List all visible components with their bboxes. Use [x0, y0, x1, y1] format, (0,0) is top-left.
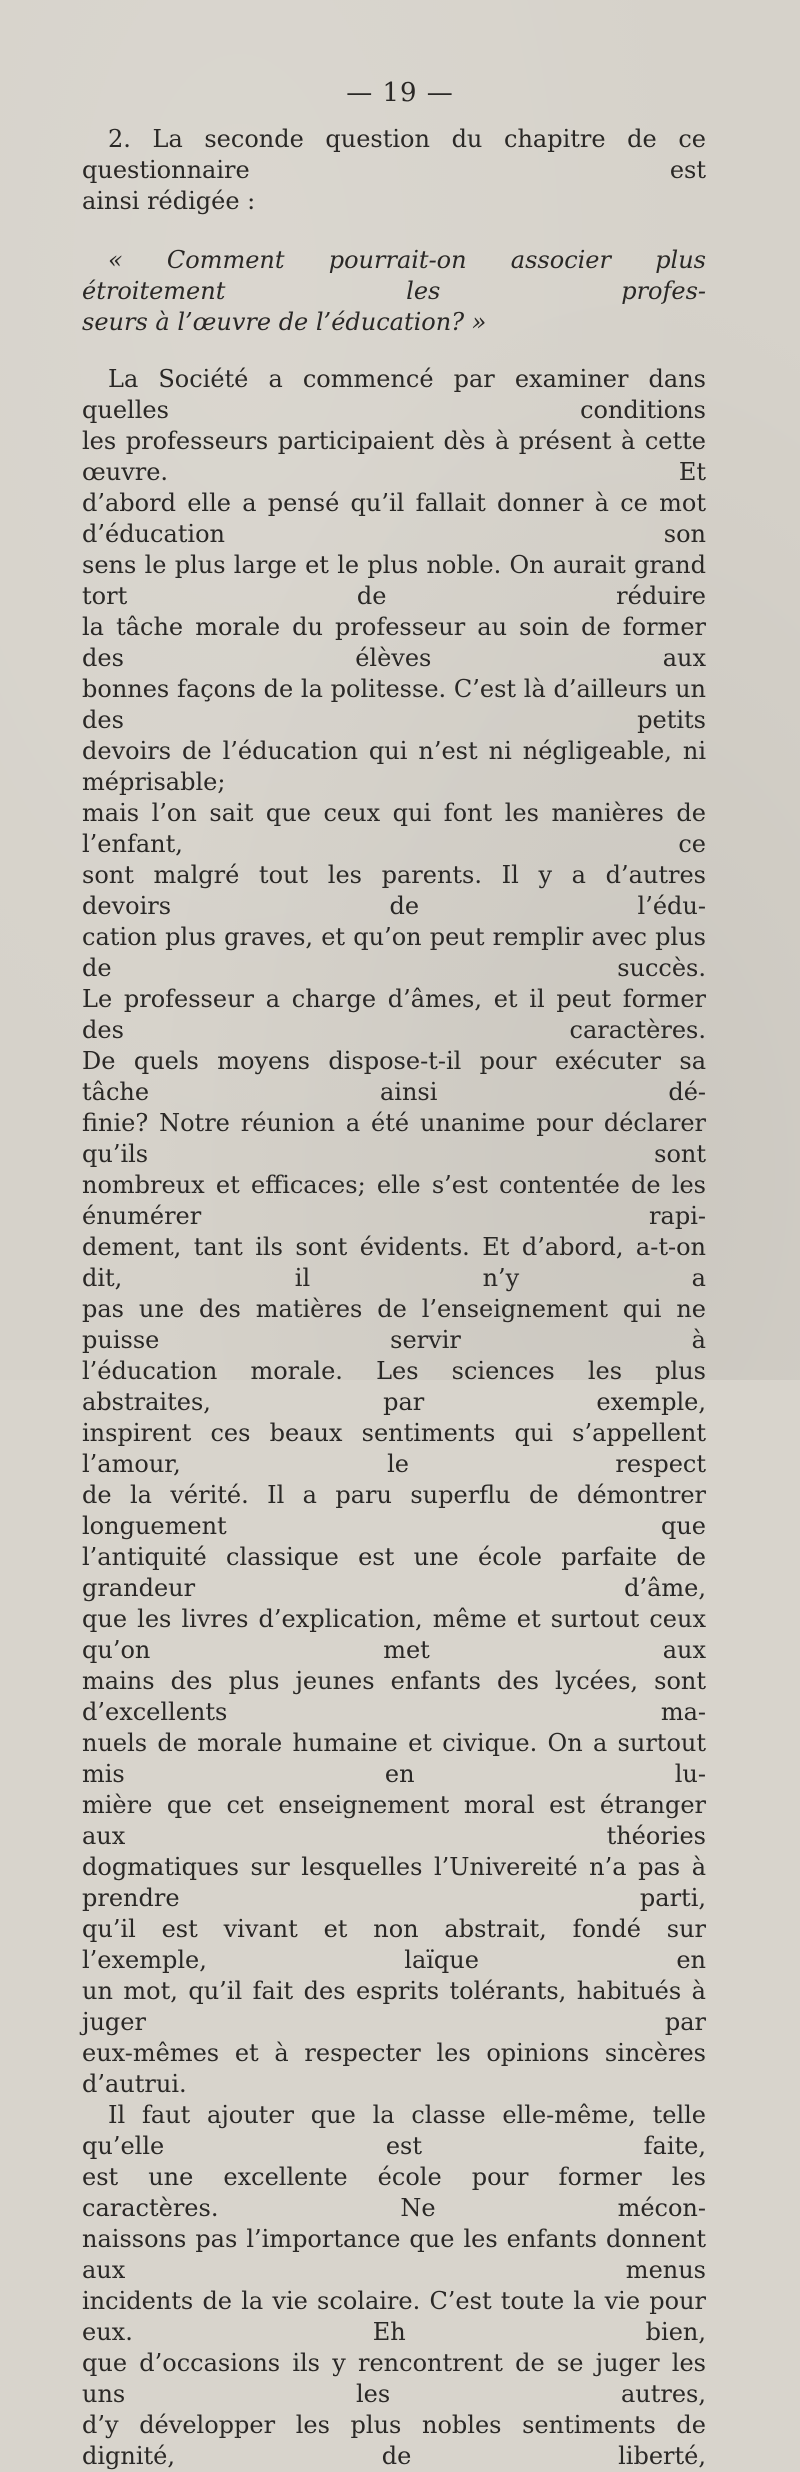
paragraph-intro [82, 124, 706, 217]
text-line: est une excellente école pour former les caractères. Ne mécon- [82, 2163, 706, 2222]
text-line: les professeurs participaient dès à présent à cette œuvre. Et [82, 427, 706, 486]
text-line: La Société a commencé par examiner dans quelles conditions [82, 365, 706, 424]
text-line: pas une des matières de l’enseignement qui ne puisse servir à [82, 1295, 706, 1354]
text-line: inspirent ces beaux sentiments qui s’appellent l’amour, le respect [82, 1419, 706, 1478]
text-line: nuels de morale humaine et civique. On a surtout mis en lu- [82, 1729, 706, 1788]
paragraph-quote [82, 245, 706, 338]
text-line: devoirs de l’éducation qui n’est ni négligeable, ni méprisable; [82, 737, 706, 796]
text-line: sens le plus large et le plus noble. On aurait grand tort de réduire [82, 551, 706, 610]
text-line: mains des plus jeunes enfants des lycées, sont d’excellents ma- [82, 1667, 706, 1726]
page-text [82, 124, 706, 2472]
paragraph-body-1 [82, 364, 706, 2100]
text-line: Le professeur a charge d’âmes, et il peut former des caractères. [82, 985, 706, 1044]
text-line: que les livres d’explication, même et surtout ceux qu’on met aux [82, 1605, 706, 1664]
page-number: — 19 — [346, 78, 454, 108]
text-line: nombreux et efficaces; elle s’est contentée de les énumérer rapi- [82, 1171, 706, 1230]
text-line: « Comment pourrait-on associer plus étroitement les profes- [82, 246, 706, 305]
text-line: mière que cet enseignement moral est étranger aux théories [82, 1791, 706, 1850]
text-line: que d’occasions ils y rencontrent de se juger les uns les autres, [82, 2349, 706, 2408]
text-line: la tâche morale du professeur au soin de former des élèves aux [82, 613, 706, 672]
text-line: un mot, qu’il fait des esprits tolérants, habitués à juger par [82, 1977, 706, 2036]
text-line: finie? Notre réunion a été unanime pour déclarer qu’ils sont [82, 1109, 706, 1168]
text-line: bonnes façons de la politesse. C’est là d’ailleurs un des petits [82, 675, 706, 734]
text-line: l’éducation morale. Les sciences les plus abstraites, par exemple, [82, 1357, 706, 1416]
text-line: seurs à l’œuvre de l’éducation? » [82, 308, 487, 336]
text-line: ainsi rédigée : [82, 187, 256, 215]
text-line: 2. La seconde question du chapitre de ce questionnaire est [82, 125, 706, 184]
text-line: sont malgré tout les parents. Il y a d’autres devoirs de l’édu- [82, 861, 706, 920]
text-line: qu’il est vivant et non abstrait, fondé sur l’exemple, laïque en [82, 1915, 706, 1974]
paragraph-body-2 [82, 2100, 706, 2472]
text-line: mais l’on sait que ceux qui font les manières de l’enfant, ce [82, 799, 706, 858]
text-line: Il faut ajouter que la classe elle-même, telle qu’elle est faite, [82, 2101, 706, 2160]
text-line: naissons pas l’importance que les enfants donnent aux menus [82, 2225, 706, 2284]
text-line: dogmatiques sur lesquelles l’Univereité n’a pas à prendre parti, [82, 1853, 706, 1912]
text-line: dement, tant ils sont évidents. Et d’abord, a-t-on dit, il n’y a [82, 1233, 706, 1292]
text-line: cation plus graves, et qu’on peut remplir avec plus de succès. [82, 923, 706, 982]
text-line: De quels moyens dispose-t-il pour exécuter sa tâche ainsi dé- [82, 1047, 706, 1106]
text-line: eux-mêmes et à respecter les opinions sincères d’autrui. [82, 2039, 706, 2098]
text-line: d’y développer les plus nobles sentiments de dignité, de liberté, [82, 2411, 706, 2470]
text-line: incidents de la vie scolaire. C’est toute la vie pour eux. Eh bien, [82, 2287, 706, 2346]
text-line: de la vérité. Il a paru superflu de démontrer longuement que [82, 1481, 706, 1540]
text-line: d’abord elle a pensé qu’il fallait donner à ce mot d’éducation son [82, 489, 706, 548]
text-line: l’antiquité classique est une école parfaite de grandeur d’âme, [82, 1543, 706, 1602]
